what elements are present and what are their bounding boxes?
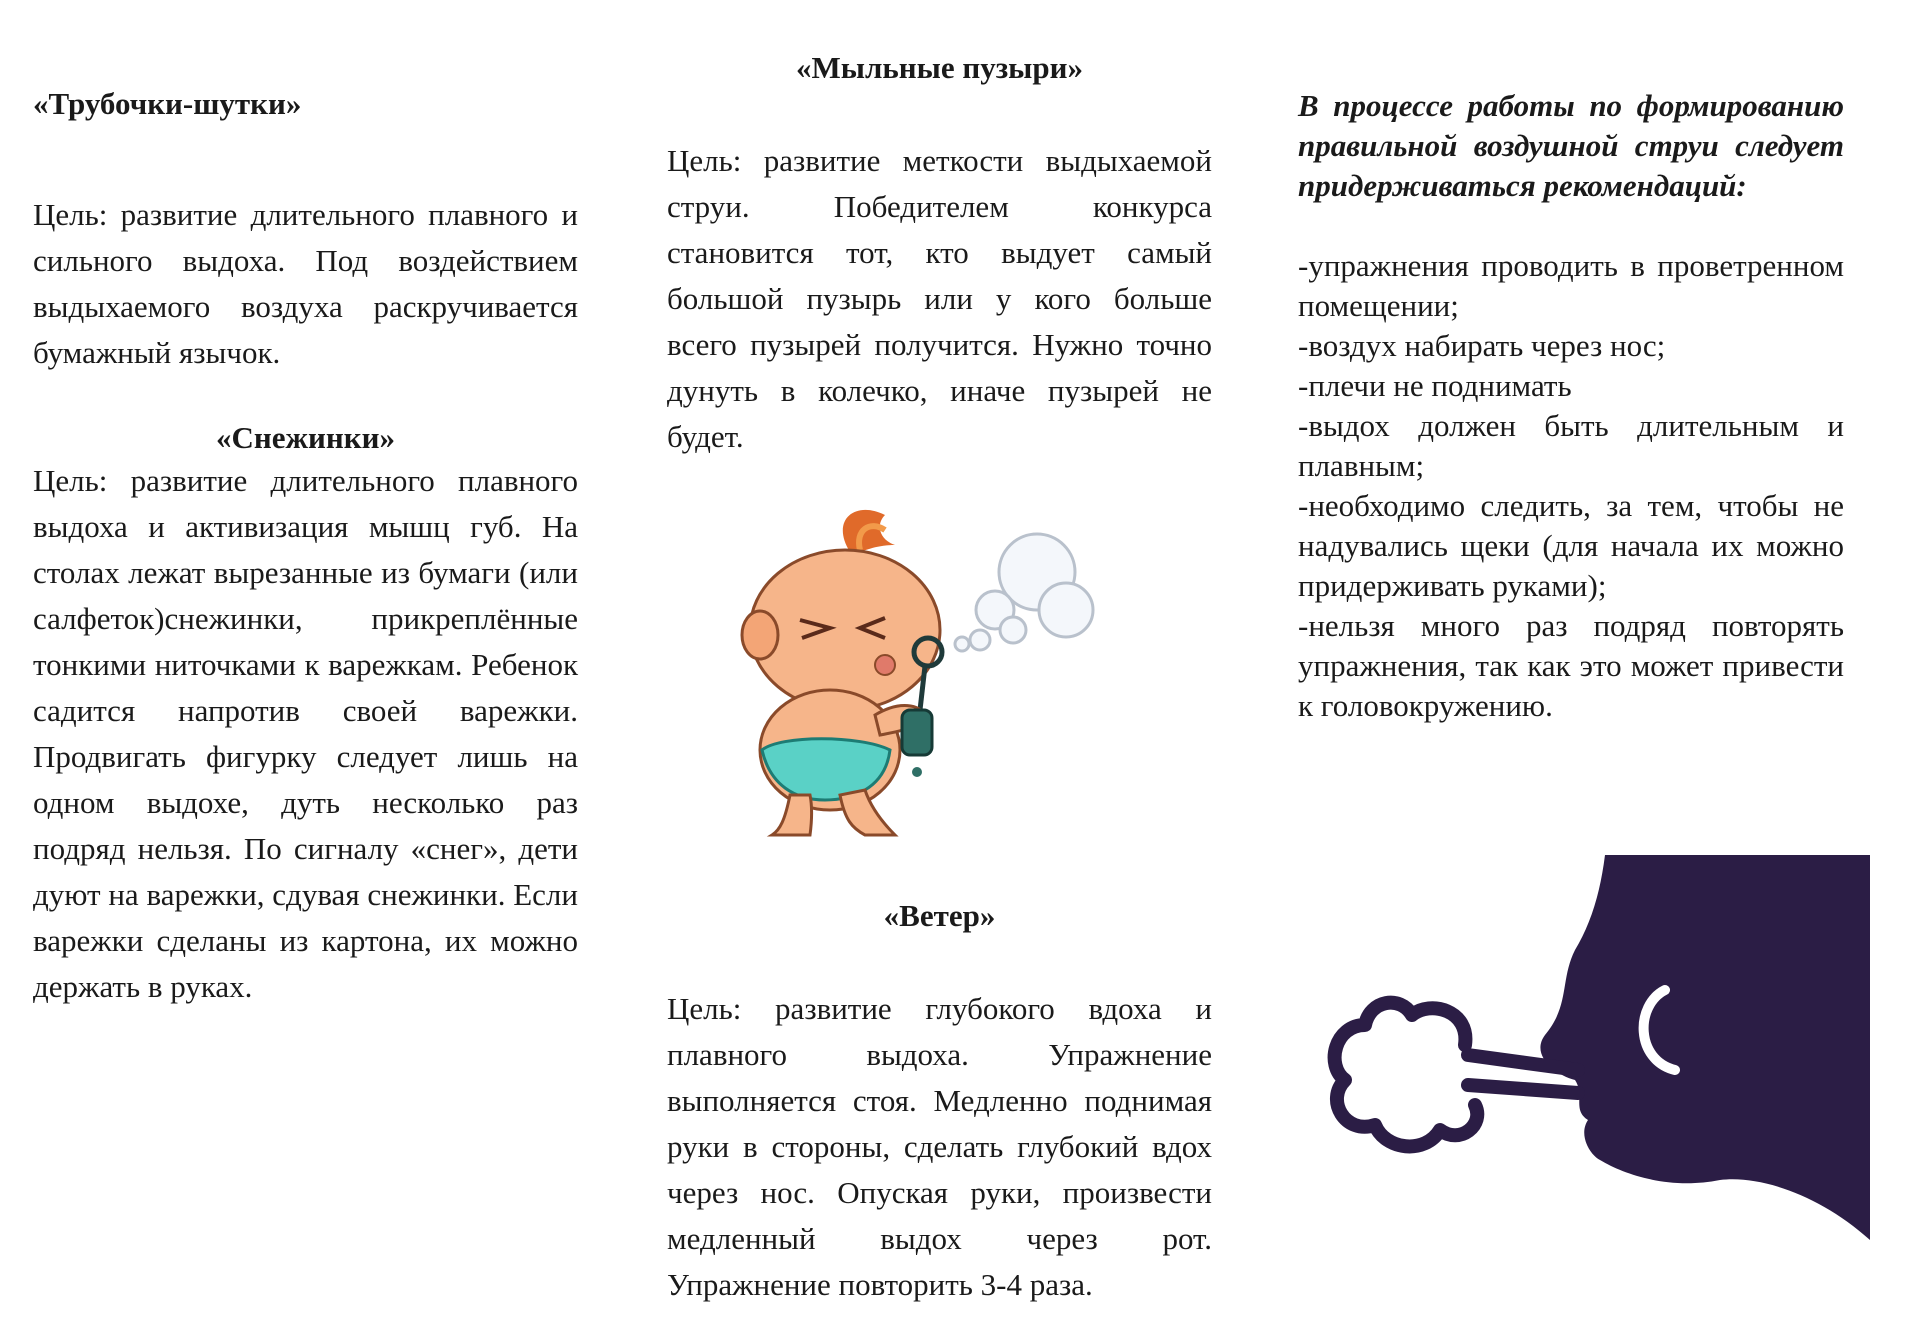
- list-item: -необходимо следить, за тем, чтобы не надувались щеки (для начала их можно придерживать руками);: [1298, 488, 1844, 603]
- title-trubochki: «Трубочки-шутки»: [33, 86, 302, 121]
- title-snezhinki: «Снежинки»: [216, 420, 395, 455]
- list-item: -выдох должен быть длительным и плавным;: [1298, 408, 1844, 483]
- paragraph-trubochki: Цель: развитие длительного плавного и сильного выдоха. Под воздействием выдыхаемого воздуха раскручивается бумажный язычок.: [33, 197, 578, 370]
- paragraph-veter: Цель: развитие глубокого вдоха и плавного выдоха. Упражнение выполняется стоя. Медленно поднимая руки в стороны, сделать глубокий вдох через нос. Опуская руки, произвести медленный выдох через рот. Упражнение повторить 3-4 раза.: [667, 991, 1212, 1302]
- baby-blowing-bubbles-illustration: [680, 500, 1120, 840]
- title-veter: «Ветер»: [883, 898, 996, 933]
- list-item: -нельзя много раз подряд повторять упражнения, так как это может привести к головокружению.: [1298, 608, 1844, 723]
- title-mylnye-puzyri: «Мыльные пузыри»: [796, 50, 1083, 85]
- recommendations-heading: В процессе работы по формированию правильной воздушной струи следует придерживаться рекомендаций:: [1298, 88, 1844, 203]
- paragraph-mylnye-puzyri: Цель: развитие меткости выдыхаемой струи. Победителем конкурса становится тот, кто выдует самый большой пузырь или у кого больше всего пузырей получится. Нужно точно дунуть в колечко, иначе пузырей не будет.: [667, 143, 1212, 454]
- recommendations-list: [1298, 246, 1844, 726]
- list-item: -воздух набирать через нос;: [1298, 328, 1666, 363]
- face-blowing-air-icon: [1300, 855, 1870, 1250]
- column-right: [1298, 86, 1844, 726]
- list-item: -упражнения проводить в проветренном помещении;: [1298, 248, 1844, 323]
- column-left: [33, 84, 578, 1010]
- list-item: -плечи не поднимать: [1298, 368, 1572, 403]
- paragraph-snezhinki: Цель: развитие длительного плавного выдоха и активизация мышц губ. На столах лежат вырезанные из бумаги (или салфеток)снежинки, прикреплённые тонкими ниточками к варежкам. Ребенок садится напротив своей варежки. Продвигать фигурку следует лишь на одном выдохе, дуть несколько раз подряд нельзя. По сигналу «снег», дети дуют на варежки, сдувая снежинки. Если варежки сделаны из картона, их можно держать в руках.: [33, 463, 578, 1004]
